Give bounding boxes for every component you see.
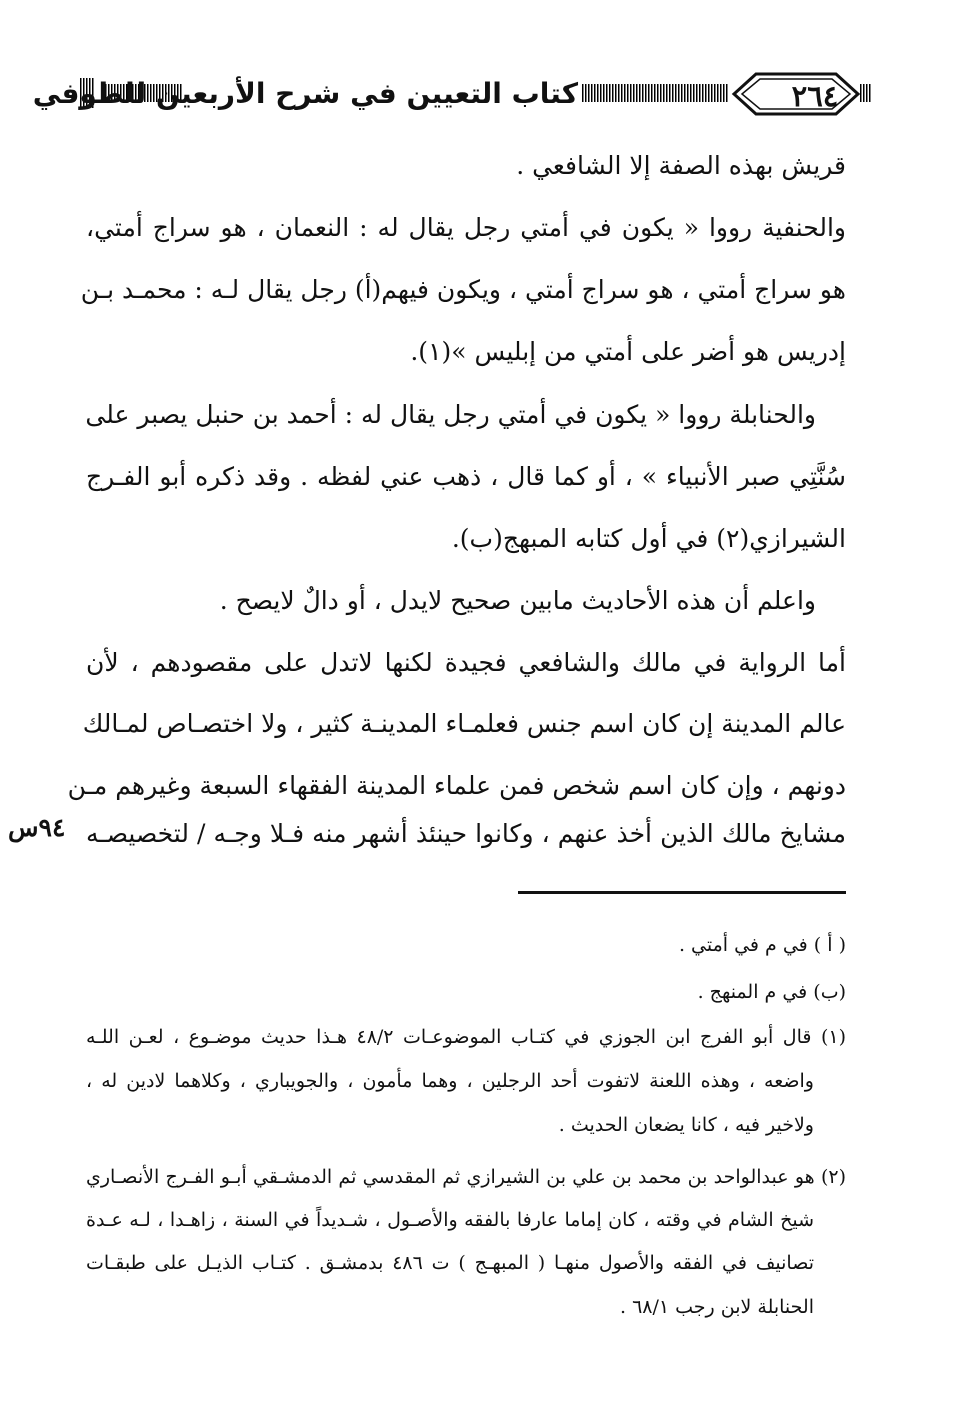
footnote-separator xyxy=(518,891,846,894)
body-line-2: والحنفية رووا « يكون في أمتي رجل يقال له : النعمان ، هو سراج أمتي، xyxy=(86,213,846,242)
page-header xyxy=(32,66,872,126)
header-bar-right xyxy=(860,84,872,102)
footnote-b: (ب) في م المنهج . xyxy=(697,981,846,1003)
manuscript-folio-note: ٩٤س xyxy=(8,813,66,842)
body-line-6: سُنَّتِي صبر الأنبياء » ، أو كما قال ، ذهب عني لفظه . وقد ذكره أبو الفـرج xyxy=(86,462,846,491)
body-line-10: عالم المدينة إن كان اسم جنس فعلمـاء المدينـة كثير ، ولا اختصـاص لمـالك xyxy=(82,709,846,738)
body-line-7: الشيرازي(٢) في أول كتابه المبهج(ب). xyxy=(451,524,846,553)
body-line-4: إدريس هو أضر على أمتي من إبليس »(١). xyxy=(410,337,846,366)
footnote-1-line-3: ولاخير فيه ، كانا يضعان الحديث . xyxy=(558,1114,814,1136)
body-line-1: قريش بهذه الصفة إلا الشافعي . xyxy=(516,151,846,180)
footnote-2-line-4: الحنابلة لابن رجب ٦٨/١ . xyxy=(619,1296,814,1318)
footnote-1-line-2: واضعه ، وهذه اللعنة لاتفوت أحد الرجلين ، وهما مأمون ، والجويباري ، وكلاهما لادين له ، xyxy=(86,1070,814,1092)
book-title: كتاب التعيين في شرح الأربعين للطوفي xyxy=(32,77,578,110)
body-line-8: واعلم أن هذه الأحاديث مابين صحيح لايدل ، أو دالٌ لايصح . xyxy=(219,586,816,615)
header-bar-middle xyxy=(582,84,728,102)
footnote-2-line-1: (٢) هو عبدالواحد بن محمد بن علي بن الشيرازي ثم المقدسي ثم الدمشـقي أبـو الفـرج الأنصـاري xyxy=(86,1166,846,1188)
body-line-5: والحنابلة رووا « يكون في أمتي رجل يقال له : أحمد بن حنبل يصبر على xyxy=(85,400,816,429)
body-line-12: مشايخ مالك الذين أخذ عنهم ، وكانوا حينئذ أشهر منه فـلا وجـه / لتخصيصـه xyxy=(86,819,846,848)
footnote-2-line-2: شيخ الشام في وقته ، كان إماما عارفا بالفقه والأصـول ، شـديداً في السنة ، زاهـدا ، لـه عـدة xyxy=(86,1209,814,1231)
body-line-9: أما الرواية في مالك والشافعي فجيدة لكنها لاتدل على مقصودهم ، لأن xyxy=(86,648,846,677)
body-line-3: هو سراج أمتي ، هو سراج أمتي ، ويكون فيهم(أ) رجل يقال لـه : محمـد بـن xyxy=(80,275,846,304)
footnote-1-line-1: (١) قال أبو الفرج ابن الجوزي في كتـاب الموضوعـات ٤٨/٢ هـذا حديث موضـوع ، لعـن اللـه xyxy=(86,1026,846,1048)
page-number: ٢٦٤ xyxy=(791,79,839,113)
body-line-11: دونهم ، وإن كان اسم شخص فمن علماء المدينة الفقهاء السبعة وغيرهم مـن xyxy=(67,771,846,800)
footnote-2-line-3: تصانيف في الفقه والأصول منهـا ( المبهـج ) ت ٤٨٦ بدمشـق . كتـاب الذيـل على طبقـات xyxy=(86,1252,814,1274)
footnote-a: ( أ ) في م في أمتي . xyxy=(678,934,846,956)
